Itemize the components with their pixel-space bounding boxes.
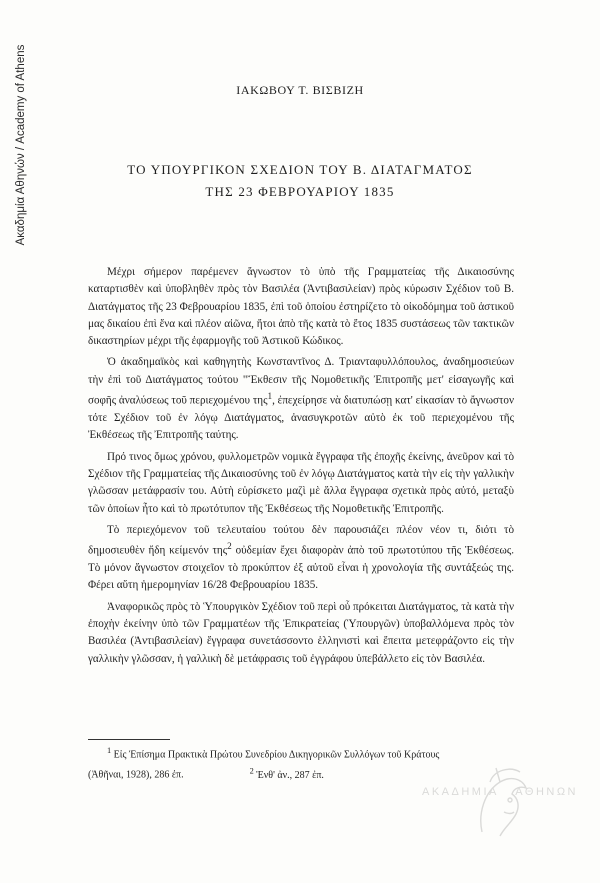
paragraph-2 (88, 354, 514, 444)
author-name: ΙΑΚΩΒΟΥ Τ. ΒΙΣΒΙΖΗ (236, 83, 364, 97)
article-body (88, 264, 514, 672)
watermark-text (420, 786, 580, 798)
footnote-ref-1[interactable]: 1 (267, 392, 273, 403)
watermark-word-athens: ΑΘΗΝΩΝ (515, 786, 578, 798)
footnote-1 (88, 743, 514, 763)
paragraph-4-text-b: οὐδεμίαν ἔχει διαφορὰν ἀπὸ τοῦ πρωτοτύπου τῆς Ἐκθέσεως. Τὸ μόνον ἄγνωστον στοιχεῖον τὸ προκύπτον ἐξ αὐτοῦ εἶναι ἡ χρονολογία τῆς συντάξεώς της. Φέρει αὕτη ἡμερομηνίαν 16/28 Φεβρουαρίου 1835. (88, 544, 514, 592)
athena-head-icon (460, 762, 540, 842)
footnote-1-text: Εἰς Ἐπίσημα Πρακτικὰ Πρώτου Συνεδρίου Δικηγορικῶν Συλλόγων τοῦ Κράτους (113, 749, 440, 761)
academy-watermark (420, 762, 580, 842)
footnote-separator (88, 739, 170, 740)
paragraph-1: Μέχρι σήμερον παρέμενεν ἄγνωστον τὸ ὑπὸ τῆς Γραμματείας τῆς Δικαιοσύνης καταρτισθὲν καὶ ὑποβληθὲν πρὸς τὸν Βασιλέα (Ἀντιβασιλείαν) πρὸς κύρωσιν Σχέδιον τοῦ Β. Διατάγματος τῆς 23 Φεβρουαρίου 1835, ἐπὶ τοῦ ὁποίου ἐστηρίζετο τὸ οἰκοδόμημα τοῦ ἀστικοῦ μας δικαίου ἐπὶ ἕνα καὶ πλέον αἰῶνα, ἤτοι ἀπὸ τῆς κατὰ τὸ ἔτος 1835 συστάσεως τῶν τακτικῶν δικαστηρίων μέχρι τῆς ἐφαρμογῆς τοῦ Ἀστικοῦ Κώδικος. (88, 266, 514, 348)
paragraph-3: Πρό τινος ὅμως χρόνου, φυλλομετρῶν νομικὰ ἔγγραφα τῆς ἐποχῆς ἐκείνης, ἀνεῦρον καὶ τὸ Σχέδιον τῆς Γραμματείας τῆς Δικαιοσύνης τοῦ ἐν λόγῳ Διατάγματος κατὰ τὴν εἰς τὴν γαλλικὴν γλῶσσαν μετάφρασίν του. Αὐτὴ εὑρίσκετο μαζὶ μὲ ἄλλα ἔγγραφα σχετικὰ πρὸς αὐτό, μεταξὺ τῶν ὁποίων ἦτο καὶ τὸ πρωτότυπον τῆς Ἐκθέσεως τῆς Νομοθετικῆς Ἐπιτροπῆς. (88, 450, 514, 515)
side-archive-label-text: Ακαδημία Αθηνών / Academy of Athens (15, 44, 27, 246)
side-archive-label (13, 40, 29, 250)
paragraph-5: Ἀναφορικῶς πρὸς τὸ Ὑπουργικὸν Σχέδιον τοῦ περὶ οὗ πρόκειται Διατάγματος, τὰ κατὰ τὴν ἐποχὴν ἐκείνην ὑπὸ τῶν Γραμματέων τῆς Ἐπικρατείας (Ὑπουργῶν) ὑποβαλλόμενα πρὸς τὸν Βασιλέα (Ἀντιβασιλείαν) ἔγγραφα συνετάσσοντο ἑλληνιστὶ καὶ ἔπειτα μετεφράζοντο εἰς τὴν γαλλικὴν γλῶσσαν, ἡ γαλλικὴ δὲ μετάφρασις τοῦ ἐγγράφου ὑπεβάλλετο εἰς τὸν Βασιλέα. (88, 600, 514, 665)
article-title-line-2: ΤΗΣ 23 ΦΕΒΡΟΥΑΡΙΟΥ 1835 (205, 184, 395, 199)
footnote-2-text: Ἐνθ' ἀν., 287 ἐπ. (256, 769, 324, 781)
article-title-line-1: ΤΟ ΥΠΟΥΡΓΙΚΟΝ ΣΧΕΔΙΟΝ ΤΟΥ Β. ΔΙΑΤΑΓΜΑΤΟΣ (127, 162, 473, 177)
footnote-2-mark: 2 (249, 766, 254, 776)
footnote-2 (249, 766, 324, 781)
paragraph-2-text-a: Ὁ ἀκαδημαϊκὸς καὶ καθηγητὴς Κωνσταντῖνος Δ. Τριανταφυλλόπουλος, ἀναδημοσιεύων τὴν ἐπὶ τοῦ Διατάγματος τούτου "Ἔκθεσιν τῆς Νομοθετικῆς Ἐπιτροπῆς μετ' εἰσαγωγῆς καὶ σοφῆς ἀναλύσεως τοῦ περιεχομένου της (88, 356, 514, 407)
footnote-ref-2[interactable]: 2 (227, 542, 232, 553)
footnote-1-mark: 1 (107, 746, 112, 755)
paragraph-2-text-b: , ἐπεχείρησε νὰ διατυπώσῃ κατ' εἰκασίαν τὸ ἄγνωστον τότε Σχέδιον τοῦ ἐν λόγῳ Διατάγματος, ἀνασυγκροτῶν αὐτὸ ἐκ τοῦ περιεχομένου τῆς Ἐκθέσεως τῆς Ἐπιτροπῆς ταύτης. (88, 394, 514, 442)
watermark-word-academy: ΑΚΑΔΗΜΙΑ (422, 786, 499, 798)
paragraph-4 (88, 522, 514, 595)
footnote-1-text-end: (Ἀθῆναι, 1928), 286 ἐπ. (88, 769, 184, 781)
paragraph-4-text-a: Τὸ περιεχόμενον τοῦ τελευταίου τούτου δὲν παρουσιάζει πλέον νέον τι, διότι τὸ δημοσιευθὲν ἤδη κείμενόν της (88, 523, 514, 557)
